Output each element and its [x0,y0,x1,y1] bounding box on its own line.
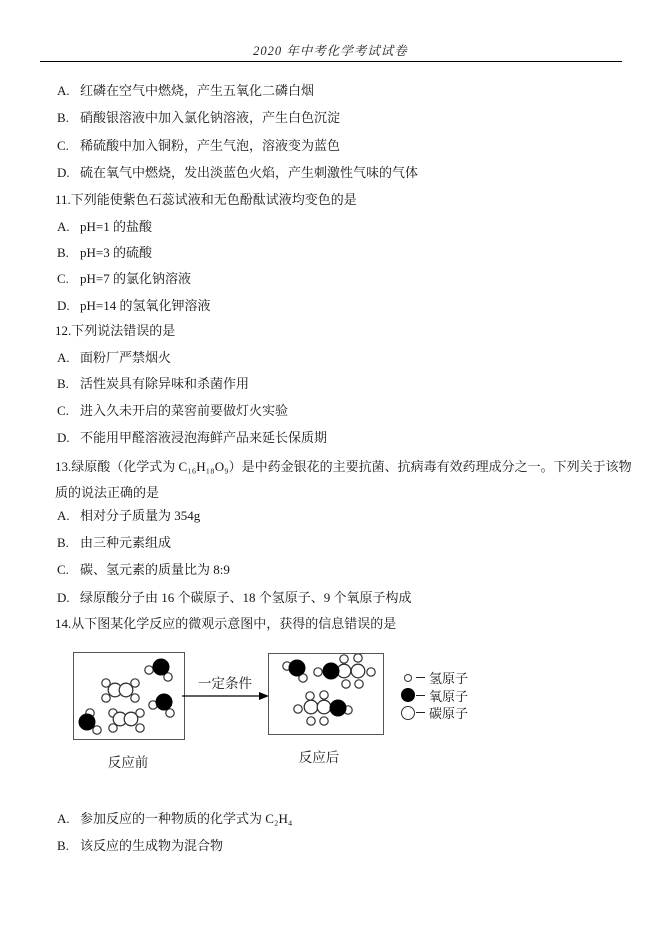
option-text: 参加反应的一种物质的化学式为 C₂H₄ [80,811,293,826]
option-text: 面粉厂严禁烟火 [80,350,172,365]
option-text: pH=3 的硫酸 [80,245,152,260]
option-text: 硫在氧气中燃烧，发出淡蓝色火焰，产生刺激性气味的气体 [80,165,419,180]
hydrogen-atom-icon [404,674,412,682]
legend-label: 氧原子 [429,688,469,704]
option-row [55,163,643,182]
option-text: 活性炭具有除异味和杀菌作用 [80,376,250,391]
option-row [55,588,643,607]
water-molecule [145,659,172,681]
option-row [55,217,643,236]
option-row [55,506,643,525]
option-label: B. [57,838,69,853]
option-label: A. [57,83,70,98]
carbon-atom-icon [401,706,415,720]
option-label: A. [57,508,70,523]
after-reaction-label: 反应后 [298,750,340,765]
before-molecules-figure [74,653,184,739]
option-text: 碳、氢元素的质量比为 8:9 [80,562,230,577]
legend-dash [416,695,425,696]
water-molecule [283,660,307,682]
option-text: 进入久未开启的菜窖前要做灯火实验 [80,403,289,418]
option-label: B. [57,535,69,550]
option-text: 绿原酸分子由 16 个碳原子、18 个氢原子、9 个氧原子构成 [80,590,412,605]
option-text: 硝酸银溶液中加入氯化钠溶液，产生白色沉淀 [80,110,341,125]
option-label: B. [57,110,69,125]
after-molecules-figure [269,654,383,734]
legend-label: 碳原子 [429,706,469,722]
option-row [55,296,643,315]
reaction-arrow-icon [182,689,270,703]
legend-dash [416,677,425,678]
option-text: 相对分子质量为 354g [80,508,201,523]
water-molecule [79,709,101,734]
option-row [55,348,643,367]
option-row [55,428,643,447]
reaction-diagram [73,650,503,775]
legend-label: 氢原子 [429,671,469,687]
option-row [55,401,643,420]
question-stem: 11.下列能使紫色石蕊试液和无色酚酞试液均变色的是 [55,192,357,207]
option-text: 由三种元素组成 [80,535,172,550]
option-label: D. [57,430,70,445]
option-label: C. [57,271,69,286]
option-label: C. [57,562,69,577]
legend-item-oxygen [401,687,468,705]
ethylene-molecule [109,709,144,732]
option-text: 稀硫酸中加入铜粉，产生气泡，溶液变为蓝色 [80,138,341,153]
option-label: D. [57,165,70,180]
option-label: B. [57,245,69,260]
option-row [55,136,643,155]
option-label: A. [57,350,70,365]
option-row [55,269,643,288]
option-text: 不能用甲醛溶液浸泡海鲜产品来延长保质期 [80,430,328,445]
option-row [55,81,643,100]
option-row [55,374,643,393]
option-row [55,243,643,262]
option-label: D. [57,590,70,605]
option-label: A. [57,811,70,826]
atom-legend [401,669,468,722]
water-molecule [149,694,174,717]
oxygen-atom-icon [401,688,415,702]
legend-item-carbon [401,704,468,722]
legend-dash [416,712,425,713]
option-text: pH=14 的氢氧化钾溶液 [80,298,211,313]
option-label: B. [57,376,69,391]
page-title: 2020 年中考化学考试试卷 [253,44,408,58]
before-reaction-box [73,652,185,740]
option-row [55,836,643,855]
before-reaction-label: 反应前 [107,755,149,770]
option-row [55,533,643,552]
option-text: pH=7 的氯化钠溶液 [80,271,191,286]
option-label: D. [57,298,70,313]
option-label: C. [57,403,69,418]
ethanol-molecule [314,654,375,688]
ethylene-molecule [102,679,139,702]
after-reaction-box [268,653,384,735]
header-divider [40,61,622,62]
option-label: A. [57,219,70,234]
option-text: pH=1 的盐酸 [80,219,152,234]
question-stem: 13.绿原酸（化学式为 C₁₆H₁₈O₉）是中药金银花的主要抗菌、抗病毒有效药理成分之一。下列关于该物质的说法正确的是 [55,459,632,500]
question-stem: 14.从下图某化学反应的微观示意图中，获得的信息错误的是 [55,616,397,631]
option-row [55,809,643,828]
option-label: C. [57,138,69,153]
option-text: 红磷在空气中燃烧，产生五氧化二磷白烟 [80,83,315,98]
option-text: 该反应的生成物为混合物 [80,838,224,853]
option-row [55,560,643,579]
reaction-condition-label: 一定条件 [198,676,252,691]
question-stem: 12.下列说法错误的是 [55,323,176,338]
option-row [55,108,643,127]
legend-item-hydrogen [401,669,468,687]
ethanol-molecule [294,691,352,725]
